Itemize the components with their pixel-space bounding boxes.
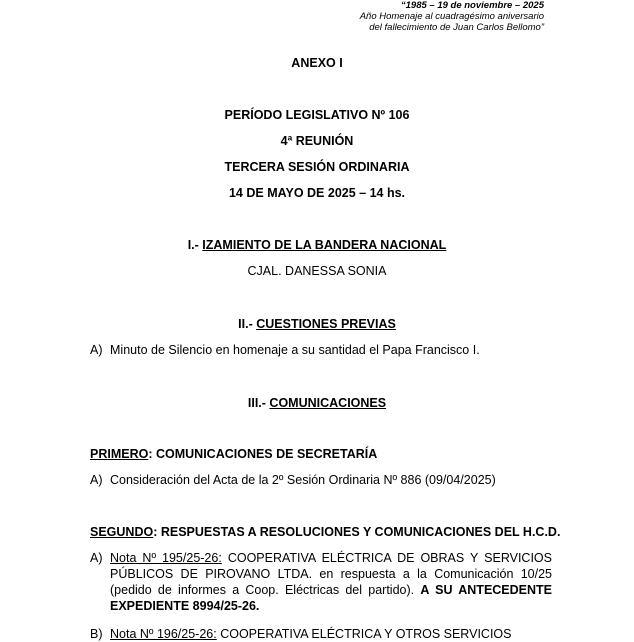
item-letter: A)	[90, 343, 103, 357]
primero-title: : COMUNICACIONES DE SECRETARÍA	[148, 447, 378, 461]
item-letter: B)	[90, 627, 103, 641]
item-text: Consideración del Acta de la 2º Sesión Ordinaria Nº 886 (09/04/2025)	[110, 473, 496, 487]
section-3-title: COMUNICACIONES	[269, 396, 387, 410]
section-2-heading	[0, 317, 634, 331]
header-line-1: “1985 – 19 de noviembre – 2025	[400, 0, 544, 11]
item-bold-text: A SU ANTECEDENTE EXPEDIENTE 8994/25-26.	[110, 583, 553, 613]
item-text: Minuto de Silencio en homenaje a su santidad el Papa Francisco I.	[110, 343, 480, 357]
header-line-3: del fallecimiento de Juan Carlos Bellomo”	[369, 22, 544, 33]
item-text: COOPERATIVA ELÉCTRICA Y OTROS SERVICIOS	[216, 627, 512, 641]
section-1-heading	[0, 238, 634, 252]
annex-title: ANEXO I	[291, 56, 343, 70]
section-2-number: II.-	[238, 317, 257, 331]
segundo-label: SEGUNDO	[90, 525, 154, 539]
section-1-number: I.-	[187, 238, 203, 252]
item-letter: A)	[90, 551, 103, 565]
primero-label: PRIMERO	[90, 447, 149, 461]
list-item	[90, 626, 552, 642]
segundo-title: : RESPUESTAS A RESOLUCIONES Y COMUNICACIONES DEL H.C.D.	[153, 525, 561, 539]
item-note: Nota Nº 196/25-26:	[110, 627, 217, 641]
section-2-title: CUESTIONES PREVIAS	[256, 317, 396, 331]
header-quote	[360, 0, 544, 33]
segundo-heading	[90, 525, 560, 539]
section-3-number: III.-	[247, 396, 270, 410]
primero-heading	[90, 447, 377, 461]
list-item	[90, 473, 552, 487]
list-item	[90, 550, 553, 614]
session-meeting: 4ª REUNIÓN	[280, 134, 354, 148]
list-item	[90, 343, 552, 357]
header-line-2: Año Homenaje al cuadragésimo aniversario	[359, 11, 544, 22]
item-note: Nota Nº 195/25-26:	[110, 551, 222, 565]
item-letter: A)	[90, 473, 103, 487]
section-1-title: IZAMIENTO DE LA BANDERA NACIONAL	[202, 238, 447, 252]
session-period: PERÍODO LEGISLATIVO Nº 106	[224, 108, 410, 122]
section-1-person: CJAL. DANESSA SONIA	[247, 264, 387, 278]
session-type: TERCERA SESIÓN ORDINARIA	[224, 160, 410, 174]
session-date: 14 DE MAYO DE 2025 – 14 hs.	[228, 186, 406, 200]
section-3-heading	[0, 396, 634, 410]
item-text: COOPERATIVA ELÉCTRICA DE OBRAS Y SERVICIOS PÚBLICOS DE PIROVANO LTDA. en respuesta a la Comunicación 10/25 (pedido de informes a Coop. Eléctricas del partido).	[110, 551, 552, 597]
